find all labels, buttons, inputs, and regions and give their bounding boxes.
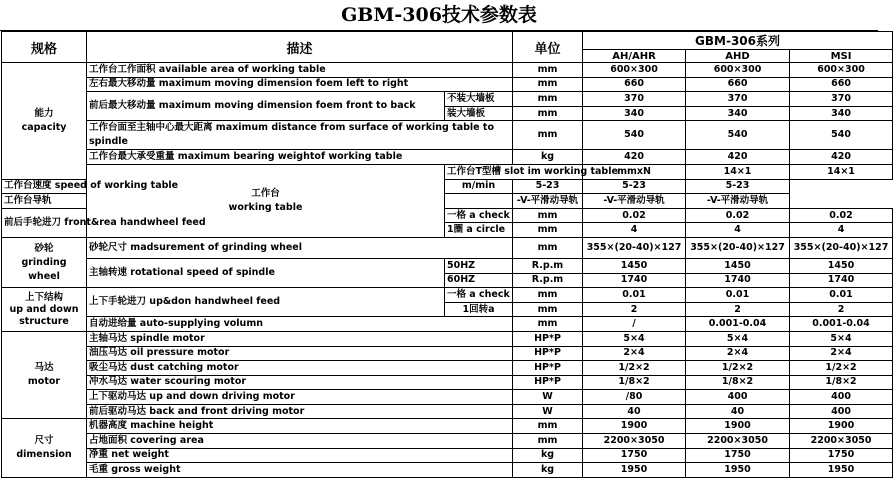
- row-unit: mm: [513, 317, 583, 332]
- row-value: 0.02: [583, 208, 686, 223]
- row-desc: 主轴转速 rotational speed of spindle: [87, 258, 445, 287]
- row-desc: 吸尘马达 dust catching motor: [87, 361, 513, 376]
- row-value: 340: [583, 106, 686, 121]
- category-label: 工作台 working table: [228, 187, 303, 213]
- row-value: 4: [583, 223, 686, 238]
- table-row: [2, 288, 893, 303]
- row-sub: 1回转a: [445, 302, 513, 317]
- row-value: 420: [583, 150, 686, 165]
- row-unit: mm: [513, 288, 583, 303]
- row-value: 1450: [790, 258, 893, 273]
- row-value: 0.001-0.04: [790, 317, 893, 332]
- row-value: 40: [583, 404, 686, 419]
- row-value: 660: [583, 77, 686, 92]
- table-row: [2, 375, 893, 390]
- row-desc: 净重 net weight: [87, 448, 513, 463]
- row-value: 600×300: [583, 63, 686, 78]
- category-label: 上下结构 up and down structure: [9, 291, 79, 327]
- row-value: 660: [686, 77, 790, 92]
- row-value: 5-23: [583, 179, 686, 194]
- row-value: 0.01: [583, 288, 686, 303]
- row-value: 1/8×2: [790, 375, 893, 390]
- table-row: [2, 419, 893, 434]
- row-value: 370: [583, 92, 686, 107]
- row-value: -V-平滑动导轨: [583, 194, 686, 209]
- row-value: 355×(20-40)×127: [790, 237, 893, 258]
- row-value: 370: [790, 92, 893, 107]
- row-value: 340: [790, 106, 893, 121]
- row-value: 1900: [686, 419, 790, 434]
- row-unit: W: [513, 404, 583, 419]
- row-unit: mm: [513, 434, 583, 449]
- row-unit: [445, 194, 513, 209]
- row-value: 14×1: [686, 164, 790, 179]
- row-value: 400: [790, 404, 893, 419]
- table-row: [2, 463, 893, 478]
- category-label: 马达 motor: [27, 362, 61, 388]
- category-label: 尺寸 dimension: [16, 435, 72, 461]
- table-row: [2, 237, 893, 258]
- table-row: [2, 121, 893, 150]
- row-unit: R.p.m: [513, 258, 583, 273]
- row-value: 5-23: [513, 179, 583, 194]
- row-unit: HP*P: [513, 375, 583, 390]
- row-unit: W: [513, 390, 583, 405]
- row-value: 600×300: [790, 63, 893, 78]
- row-unit: mm: [513, 208, 583, 223]
- row-value: 1900: [583, 419, 686, 434]
- row-value: 14×1: [790, 164, 893, 179]
- row-unit: mm: [513, 106, 583, 121]
- row-unit: mmxN: [583, 164, 686, 179]
- row-sub: 50HZ: [445, 258, 513, 273]
- row-unit: m/min: [445, 179, 513, 194]
- row-value: 4: [686, 223, 790, 238]
- row-desc: 毛重 gross weight: [87, 463, 513, 478]
- row-value: 660: [790, 77, 893, 92]
- row-value: 1/8×2: [686, 375, 790, 390]
- row-value: 4: [790, 223, 893, 238]
- row-value: 0.01: [790, 288, 893, 303]
- table-row: [2, 63, 893, 78]
- row-sub: 1圈 a circle: [445, 223, 513, 238]
- row-value: 2×4: [583, 346, 686, 361]
- table-row: [2, 361, 893, 376]
- row-unit: kg: [513, 150, 583, 165]
- row-value: 0.02: [790, 208, 893, 223]
- table-row: [2, 150, 893, 165]
- table-row: [2, 179, 893, 194]
- row-value: 1450: [686, 258, 790, 273]
- row-desc: 上下手轮进刀 up&don handwheel feed: [87, 288, 445, 317]
- header-series: GBM-306系列: [583, 32, 893, 50]
- row-value: 1740: [686, 273, 790, 288]
- row-sub: 不装大墙板: [445, 92, 513, 107]
- header-unit: 单位: [513, 32, 583, 63]
- row-desc: 冲水马达 water scouring motor: [87, 375, 513, 390]
- category-capacity: [2, 63, 87, 180]
- row-value: 40: [686, 404, 790, 419]
- row-unit: HP*P: [513, 346, 583, 361]
- table-row: [2, 317, 893, 332]
- row-desc: 工作台T型槽 slot im working table: [445, 164, 583, 179]
- row-desc: 油压马达 oil pressure motor: [87, 346, 513, 361]
- row-value: 1750: [583, 448, 686, 463]
- page-title: GBM-306技术参数表: [0, 0, 878, 31]
- table-row: [2, 77, 893, 92]
- row-unit: mm: [513, 223, 583, 238]
- row-value: 1450: [583, 258, 686, 273]
- row-sub: 一格 a check: [445, 208, 513, 223]
- row-value: 5×4: [686, 331, 790, 346]
- row-desc: 前后最大移动量 maximum moving dimension foem front to back: [87, 92, 445, 121]
- row-value: -V-平滑动导轨: [686, 194, 790, 209]
- row-value: 540: [583, 121, 686, 150]
- row-value: 1750: [686, 448, 790, 463]
- row-value: 355×(20-40)×127: [686, 237, 790, 258]
- row-desc: 占地面积 covering area: [87, 434, 513, 449]
- row-value: 1/8×2: [583, 375, 686, 390]
- row-sub: 装大墙板: [445, 106, 513, 121]
- table-row: [2, 194, 893, 209]
- row-sub: 60HZ: [445, 273, 513, 288]
- row-value: 1950: [686, 463, 790, 478]
- table-row: [2, 331, 893, 346]
- row-value: 1740: [790, 273, 893, 288]
- row-desc: 工作台导轨: [2, 194, 445, 209]
- row-desc: 工作台面至主轴中心最大距离 maximum distance from surface of working table to spindle: [87, 121, 513, 150]
- row-value: 1740: [583, 273, 686, 288]
- row-unit: kg: [513, 448, 583, 463]
- category-up-down: [2, 288, 87, 332]
- row-desc: 工作台工作面积 available area of working table: [87, 63, 513, 78]
- row-value: 600×300: [686, 63, 790, 78]
- row-value: 540: [790, 121, 893, 150]
- row-unit: mm: [513, 121, 583, 150]
- row-value: 420: [790, 150, 893, 165]
- row-unit: kg: [513, 463, 583, 478]
- row-value: 400: [686, 390, 790, 405]
- header-model-ahd: AHD: [686, 50, 790, 63]
- row-desc: 主轴马达 spindle motor: [87, 331, 513, 346]
- header-model-ah: AH/AHR: [583, 50, 686, 63]
- table-row: [2, 404, 893, 419]
- row-desc: 工作台速度 speed of working table: [2, 179, 445, 194]
- row-unit: mm: [513, 419, 583, 434]
- row-value: 2: [686, 302, 790, 317]
- row-sub: 一格 a check: [445, 288, 513, 303]
- row-value: /: [583, 317, 686, 332]
- row-value: 0.001-0.04: [686, 317, 790, 332]
- table-row: [2, 258, 893, 273]
- row-desc: 工作台最大承受重量 maximum bearing weightof working table: [87, 150, 513, 165]
- row-unit: HP*P: [513, 331, 583, 346]
- row-unit: mm: [513, 77, 583, 92]
- category-label: 砂轮 grinding wheel: [21, 242, 67, 282]
- category-grinding-wheel: [2, 237, 87, 287]
- row-value: 2: [790, 302, 893, 317]
- row-value: 2×4: [686, 346, 790, 361]
- row-value: 340: [686, 106, 790, 121]
- row-value: 2: [583, 302, 686, 317]
- category-dimension: [2, 419, 87, 477]
- row-desc: 前后手轮进刀 front&rea handwheel feed: [2, 208, 87, 237]
- row-value: 540: [686, 121, 790, 150]
- row-unit: mm: [513, 237, 583, 258]
- header-desc: 描述: [87, 32, 513, 63]
- row-value: 2200×3050: [686, 434, 790, 449]
- row-value: 5×4: [790, 331, 893, 346]
- table-row: [2, 92, 893, 107]
- table-row: [2, 346, 893, 361]
- row-unit: mm: [513, 63, 583, 78]
- row-desc: 机器高度 machine height: [87, 419, 513, 434]
- header-model-msi: MSI: [790, 50, 893, 63]
- row-desc: 上下驱动马达 up and down driving motor: [87, 390, 513, 405]
- row-value: -V-平滑动导轨: [513, 194, 583, 209]
- row-value: 1/2×2: [790, 361, 893, 376]
- table-row: [2, 390, 893, 405]
- row-value: 2200×3050: [790, 434, 893, 449]
- row-desc: 砂轮尺寸 madsurement of grinding wheel: [87, 237, 513, 258]
- row-value: 2×4: [790, 346, 893, 361]
- row-value: 400: [790, 390, 893, 405]
- row-value: 355×(20-40)×127: [583, 237, 686, 258]
- row-value: 5×4: [583, 331, 686, 346]
- row-value: 0.02: [686, 208, 790, 223]
- row-value: 420: [686, 150, 790, 165]
- row-value: 2200×3050: [583, 434, 686, 449]
- row-value: 1750: [790, 448, 893, 463]
- row-value: /80: [583, 390, 686, 405]
- row-desc: 左右最大移动量 maximum moving dimension foem left to right: [87, 77, 513, 92]
- row-value: 1900: [790, 419, 893, 434]
- row-unit: mm: [513, 92, 583, 107]
- category-motor: [2, 331, 87, 419]
- row-value: 1/2×2: [686, 361, 790, 376]
- row-unit: R.p.m: [513, 273, 583, 288]
- row-value: 1950: [790, 463, 893, 478]
- row-desc: 前后驱动马达 back and front driving motor: [87, 404, 513, 419]
- row-value: 1950: [583, 463, 686, 478]
- table-row: [2, 164, 893, 179]
- row-unit: mm: [513, 302, 583, 317]
- row-value: 370: [686, 92, 790, 107]
- row-value: 5-23: [686, 179, 790, 194]
- table-row: [2, 434, 893, 449]
- row-unit: HP*P: [513, 361, 583, 376]
- spec-table: [1, 31, 893, 478]
- category-label: 能力 capacity: [21, 107, 67, 133]
- header-spec: 规格: [2, 32, 87, 63]
- row-value: 0.01: [686, 288, 790, 303]
- row-desc: 自动进给量 auto-supplying volumn: [87, 317, 513, 332]
- table-row: [2, 448, 893, 463]
- row-value: 1/2×2: [583, 361, 686, 376]
